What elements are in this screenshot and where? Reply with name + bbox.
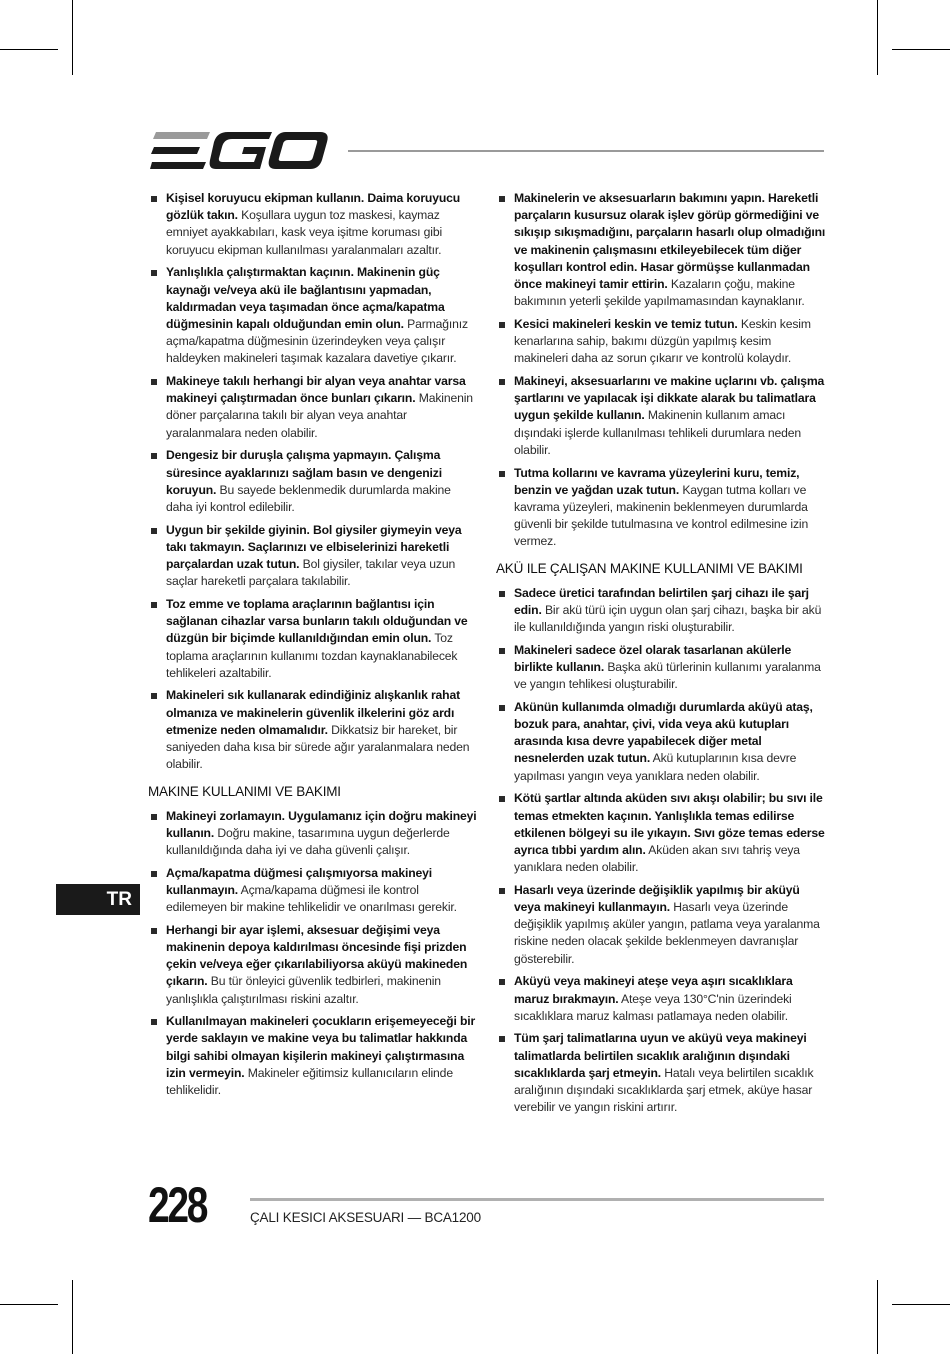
item-body-text: Koşullara uygun toz maskesi, kaymaz emniyet ayakkabıları, kask veya işitme koruması gibi koruyucu ekipman kullanılması yaralanmaları azaltır. (166, 208, 443, 257)
item-bold-text: Makineyi zorlamayın. Uygulamanız için doğru makineyi kullanın. (166, 808, 477, 840)
item-body-text: Parmağınız açma/kapatma düğmesinin üzerindeyken veya çalışır haldeyken makineleri taşımak kazalara davetiye çıkarır. (166, 316, 468, 366)
item-bold-text: Kötü şartlar altında aküden sıvı akışı olabilir; bu sıvı ile temas etmekten kaçının. Yanlışlıkla temas edilirse etkilenen bölgeyi su ile yıkayın. Sıvı göze temas ederse ayrıca tıbbi yardım alın. (514, 791, 825, 857)
item-body-text: Bu sayede beklenmedik durumlarda makine daha iyi kontrol edilebilir. (166, 482, 451, 514)
item-body-text: Bu tür önleyici güvenlik tedbirleri, makinenin yanlışlıkla çalıştırılması riskini azaltır. (166, 974, 441, 1006)
list-item (496, 973, 826, 1025)
section-heading: MAKINE KULLANIMI VE BAKIMI (148, 783, 341, 799)
item-bold-text: Herhangi bir ayar işlemi, aksesuar değişimi veya makinenin depoya kaldırılması öncesinde fişi prizden çekin ve/veya eğer çıkarılabiliyorsa aküyü makineden çıkarın. (166, 922, 468, 989)
item-bold-text: Makineleri sık kullanarak edindiğiniz alışkanlık rahat olmanıza ve makinelerin güvenlik ilkelerini göz ardı etmenize neden olmamalıdır. (166, 688, 460, 737)
left-column (148, 190, 478, 1105)
item-bold-text: Uygun bir şekilde giyinin. Bol giysiler giymeyin veya takı takmayın. Saçlarınızı ve elbiselerinizi hareketli parçalardan uzak tutun. (166, 522, 462, 572)
bullet-list (496, 190, 826, 551)
item-bold-text: Sadece üretici tarafından belirtilen şarj cihazı ile şarj edin. (514, 585, 809, 617)
item-body-text: Kaygan tutma kolları ve kavrama yüzeyleri, makinenin beklenmeyen durumlarda güvenli bir şekilde tutulmasına ve kontrol edilmesine izin vermez. (514, 482, 809, 549)
item-body-text: Bir akü türü için uygun olan şarj cihazı, başka bir akü ile kullanıldığında yangın riski oluşturabilir. (514, 602, 822, 634)
header-rule (348, 150, 824, 152)
item-body-text: Makineler eğitimsiz kullanıcıların elinde tehlikelidir. (166, 1065, 453, 1098)
item-body-text: Makinenin kullanım amacı dışındaki işlerde kullanılması tehlikeli durumlara neden olabilir. (514, 408, 801, 457)
list-item (496, 790, 826, 876)
list-item (148, 522, 478, 591)
bullet-list (496, 585, 826, 1117)
list-item (496, 882, 826, 968)
item-bold-text: Makinelerin ve aksesuarların bakımını yapın. Hareketli parçaların kusursuz olarak işlev görüp görmediğini ve sıkışıp sıkışmadığını, parçaların hasarlı olup olmadığını ve makinenin çalışmasını etkileyebilecek tüm diğer koşulları kontrol edin. Hasar görmüşse kullanmadan önce makineyi tamir ettirin. (514, 191, 826, 292)
item-body-text: Ateşe veya 130°C'nin üzerindeki sıcaklıklara maruz kalması patlamaya neden olabilir. (514, 991, 792, 1023)
ego-logo (150, 130, 330, 172)
crop-mark (877, 0, 878, 75)
crop-mark (892, 49, 950, 50)
crop-mark (0, 1304, 58, 1305)
list-item (496, 585, 826, 637)
list-item (496, 316, 826, 368)
item-bold-text: Kullanılmayan makineleri çocukların erişemeyeceği bir yerde saklayın ve makine veya bu talimatlar hakkında bilgi sahibi olmayan kişilerin makineyi çalıştırmasına izin vermeyin. (166, 1014, 476, 1080)
list-item (148, 264, 478, 367)
item-bold-text: Makineleri sadece özel olarak tasarlanan akülerle birlikte kullanın. (514, 642, 792, 674)
item-body-text: Akü kutuplarının kısa devre yapılması yangın veya yanıklara neden olabilir. (514, 751, 797, 783)
list-item (148, 373, 478, 442)
language-tab: TR (56, 884, 140, 915)
crop-mark (877, 1280, 878, 1354)
item-bold-text: Açma/kapatma düğmesi çalışmıyorsa makineyi kullanmayın. (166, 865, 433, 897)
list-item (496, 642, 826, 694)
item-bold-text: Tüm şarj talimatlarına uyun ve aküyü veya makineyi talimatlarda belirtilen sıcaklık aralığının dışındaki sıcaklıklarda şarj etmeyin. (514, 1031, 807, 1080)
footer-title: ÇALI KESICI AKSESUARI — BCA1200 (250, 1210, 481, 1225)
list-item (496, 465, 826, 551)
item-body-text: Kazaların çoğu, makine bakımının yeterli şekilde yapılmamasından kaynaklanır. (514, 277, 805, 309)
item-body-text: Toz toplama araçlarının kullanımı tozdan kaynaklanabilecek tehlikeleri azaltabilir. (166, 631, 458, 680)
item-body-text: Aküden akan sıvı tahriş veya yanıklara neden olabilir. (514, 842, 800, 875)
crop-mark (892, 1304, 950, 1305)
list-item (148, 447, 478, 516)
item-body-text: Hasarlı veya üzerinde değişiklik yapılmış aküler yangın, patlama veya yaralanma riskine neden olacak şekilde beklenmeyen davranışlar gösterebilir. (514, 900, 820, 966)
item-body-text: Başka akü türlerinin kullanımı yaralanma ve yangın tehlikesi oluşturabilir. (514, 659, 821, 692)
item-bold-text: Kişisel koruyucu ekipman kullanın. Daima koruyucu gözlük takın. (166, 191, 461, 223)
item-bold-text: Makineyi, aksesuarlarını ve makine uçlarını vb. çalışma şartlarını ve yapılacak işi dikkate alarak bu talimatlara uygun şekilde kullanın. (514, 374, 825, 423)
item-bold-text: Dengesiz bir duruşla çalışma yapmayın. Çalışma süresince ayaklarınızı sağlam basın ve dengenizi koruyun. (166, 448, 442, 497)
crop-mark (72, 0, 73, 75)
crop-mark (72, 1280, 73, 1354)
item-bold-text: Yanlışlıkla çalıştırmaktan kaçının. Makinenin güç kaynağı ve/veya akü ile bağlantısını yapmadan, kaldırmadan veya taşımadan önce açma/kapatma düğmesinin kapalı olduğundan emin olun. (166, 265, 445, 331)
list-item (148, 808, 478, 860)
list-item (148, 596, 478, 682)
item-bold-text: Makineye takılı herhangi bir alyan veya anahtar varsa makineyi çalıştırmadan önce bunları çıkarın. (166, 374, 466, 406)
item-bold-text: Tutma kollarını ve kavrama yüzeylerini kuru, temiz, benzin ve yağdan uzak tutun. (514, 465, 800, 497)
right-column (496, 190, 826, 1122)
list-item (148, 922, 478, 1008)
item-body-text: Dikkatsiz bir hareket, bir saniyeden daha kısa bir sürede ağır yaralanmalara neden olabilir. (166, 722, 470, 772)
item-bold-text: Hasarlı veya üzerinde değişiklik yapılmış bir aküyü veya makineyi kullanmayın. (514, 882, 800, 915)
item-body-text: Doğru makine, tasarımına uygun değerlerde kullanıldığında daha iyi ve daha güvenli çalışır. (166, 825, 450, 857)
list-item (496, 373, 826, 459)
item-body-text: Keskin kesim kenarlarına sahip, bakımı düzgün yapılmış kesim makineleri daha az sorun çıkarır ve kontrolü kolaydır. (514, 316, 811, 366)
list-item (148, 190, 478, 259)
list-item (496, 699, 826, 785)
item-bold-text: Kesici makineleri keskin ve temiz tutun. (514, 316, 738, 331)
bullet-list (148, 808, 478, 1100)
item-body-text: Makinenin döner parçalarına takılı bir alyan veya anahtar yaralanmalara neden olabilir. (166, 391, 473, 440)
item-body-text: Açma/kapama düğmesi ile kontrol edilemeyen bir makine tehlikelidir ve onarılması gerekir. (166, 882, 457, 915)
page-number: 228 (148, 1177, 207, 1233)
section-heading: AKÜ ILE ÇALIŞAN MAKINE KULLANIMI VE BAKIMI (496, 560, 803, 576)
item-body-text: Bol giysiler, takılar veya uzun saçlar hareketli parçalara takılabilir. (166, 557, 456, 589)
item-body-text: Hatalı veya belirtilen sıcaklık aralığının dışındaki sıcaklıklarda şarj etmek, aküye hasar verebilir ve yangın riskini artırır. (514, 1065, 814, 1115)
bullet-list (148, 190, 478, 774)
item-bold-text: Aküyü veya makineyi ateşe veya aşırı sıcaklıklara maruz bırakmayın. (514, 974, 793, 1006)
item-bold-text: Toz emme ve toplama araçlarının bağlantısı için sağlanan cihazlar varsa bunların takılı olduğundan ve düzgün bir biçimde kullanıldığından emin olun. (166, 596, 468, 646)
footer-rule (250, 1198, 824, 1201)
list-item (496, 1030, 826, 1116)
list-item (148, 865, 478, 917)
item-bold-text: Akünün kullanımda olmadığı durumlarda aküyü ataş, bozuk para, anahtar, çivi, vida veya akü kutupları arasında kısa devre yapabilecek diğer metal nesnelerden uzak tutun. (514, 699, 813, 766)
list-item (148, 687, 478, 773)
list-item (496, 190, 826, 310)
crop-mark (0, 49, 58, 50)
list-item (148, 1013, 478, 1099)
